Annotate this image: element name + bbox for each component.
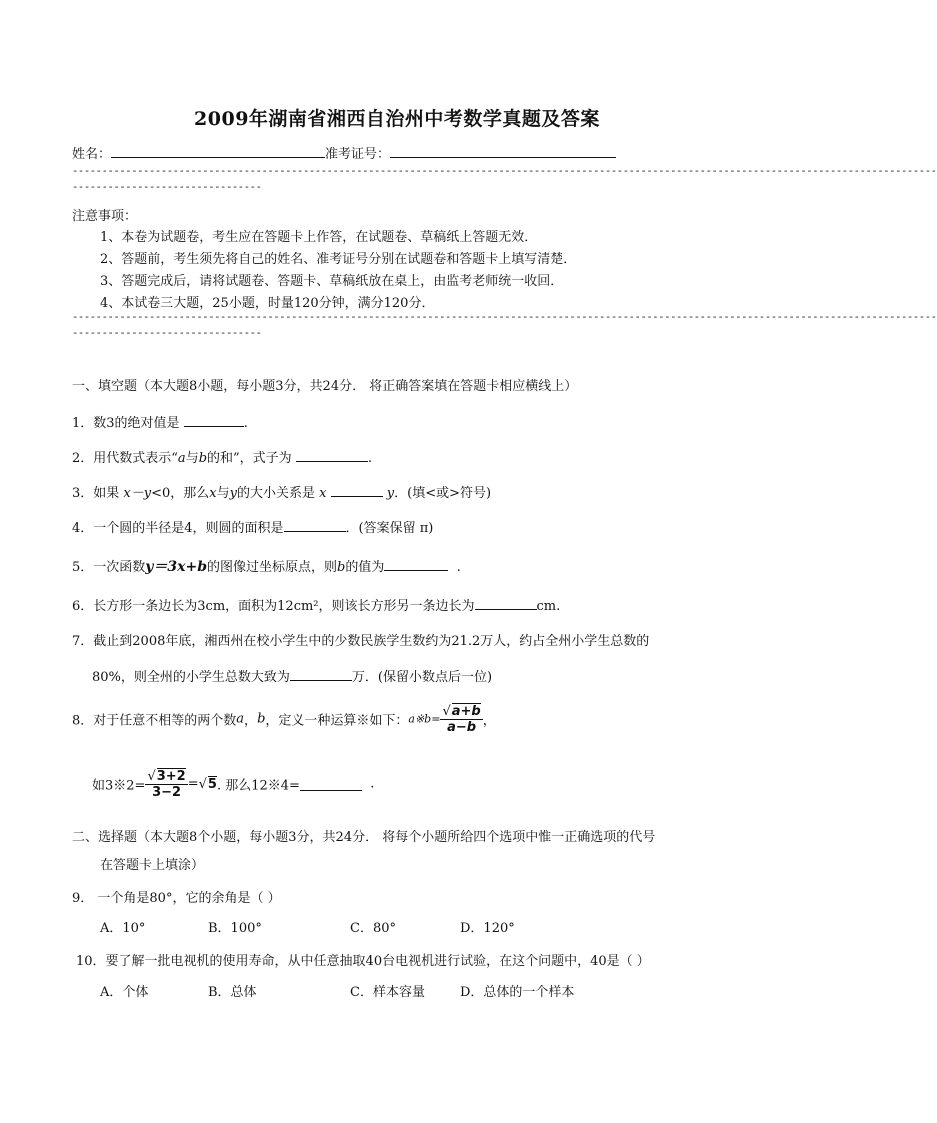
notice-item: 4、本试卷三大题，25小题，时量120分钟，满分120分． bbox=[100, 296, 435, 311]
divider-bottom-tail: -------------------------------- bbox=[72, 327, 262, 339]
question-1: 1．数3的绝对值是 . bbox=[72, 412, 248, 431]
option-a[interactable]: A．个体 bbox=[100, 985, 149, 1000]
option-c[interactable]: C．80° bbox=[350, 921, 396, 936]
notice-item: 2、答题前，考生须先将自己的姓名、准考证号分别在试题卷和答题卡上填写清楚． bbox=[100, 252, 577, 267]
question-7-line1: 7．截止到2008年底，湘西州在校小学生中的少数民族学生数约为21.2万人，约占全州小学生总数的 bbox=[72, 634, 650, 649]
document-title: 2009年湖南省湘西自治州中考数学真题及答案 bbox=[194, 108, 600, 130]
answer-blank[interactable] bbox=[296, 448, 368, 462]
definition-fraction: $\frac{√a+b}{a-b}$ bbox=[442, 704, 481, 735]
name-label: 姓名： bbox=[72, 147, 112, 162]
question-5: 5．一次函数y＝3x+b的图像过坐标原点，则b的值为 . bbox=[72, 559, 461, 575]
option-a[interactable]: A．10° bbox=[100, 921, 146, 936]
function-expression: y＝3x+b bbox=[145, 559, 208, 575]
question-4: 4．一个圆的半径是4，则圆的面积是 ．(答案保留 π) bbox=[72, 517, 433, 536]
divider-top-tail: -------------------------------- bbox=[72, 181, 262, 193]
example-fraction: $\frac{√3+2}{3-2}$ bbox=[147, 769, 186, 800]
answer-blank[interactable] bbox=[331, 483, 383, 497]
question-9: 9． 一个角是80°，它的余角是（ ） bbox=[72, 891, 281, 906]
exam-id-label: 准考证号： bbox=[325, 147, 391, 162]
answer-blank[interactable] bbox=[475, 596, 537, 610]
divider-top: -------------------------------------------------------------------------------------------------------------------------------------------------- bbox=[72, 165, 937, 177]
section1-heading: 一、填空题（本大题8小题，每小题3分，共24分． 将正确答案填在答题卡相应横线上） bbox=[72, 379, 578, 394]
header-line bbox=[72, 143, 616, 162]
option-c[interactable]: C．样本容量 bbox=[350, 985, 425, 1000]
question-7-line2: 80%，则全州的小学生总数大致为 万．(保留小数点后一位) bbox=[92, 666, 492, 685]
question-2: 2．用代数式表示“a与b的和”，式子为 . bbox=[72, 447, 372, 466]
question-8-example: 如3※2= $\frac{√3+2}{3-2}$ =√5. 那么12※4= . bbox=[92, 769, 375, 800]
question-9-options bbox=[100, 917, 515, 936]
name-blank[interactable] bbox=[111, 144, 325, 158]
answer-blank[interactable] bbox=[300, 777, 362, 791]
notice-heading: 注意事项： bbox=[72, 209, 138, 224]
question-6: 6．长方形一条边长为3cm，面积为12cm²，则该长方形另一条边长为 cm. bbox=[72, 595, 560, 614]
notice-item: 3、答题完成后，请将试题卷、答题卡、草稿纸放在桌上，由监考老师统一收回． bbox=[100, 274, 564, 289]
question-3: 3．如果 x－y<0，那么x与y的大小关系是 x y．(填<或>符号) bbox=[72, 482, 491, 501]
exam-id-blank[interactable] bbox=[390, 144, 616, 158]
answer-blank[interactable] bbox=[284, 518, 346, 532]
section2-heading-line2: 在答题卡上填涂） bbox=[100, 858, 205, 873]
answer-blank[interactable] bbox=[384, 557, 448, 571]
question-10-options bbox=[100, 981, 574, 1000]
section2-heading-line1: 二、选择题（本大题8个小题，每小题3分，共24分． 将每个小题所给四个选项中惟一正确选项的代号 bbox=[72, 830, 656, 845]
option-b[interactable]: B．总体 bbox=[208, 985, 257, 1000]
option-d[interactable]: D．总体的一个样本 bbox=[460, 985, 575, 1000]
answer-blank[interactable] bbox=[290, 667, 352, 681]
question-8: 8．对于任意不相等的两个数a，b，定义一种运算※如下：a※b= $\frac{√a+b}{a-b}$ ， bbox=[72, 704, 496, 735]
divider-bottom: -------------------------------------------------------------------------------------------------------------------------------------------------- bbox=[72, 311, 937, 323]
option-b[interactable]: B．100° bbox=[208, 921, 262, 936]
option-d[interactable]: D．120° bbox=[460, 921, 515, 936]
answer-blank[interactable] bbox=[184, 413, 244, 427]
question-10: 10．要了解一批电视机的使用寿命，从中任意抽取40台电视机进行试验，在这个问题中，40是（ ） bbox=[76, 954, 650, 969]
notice-item: 1、本卷为试题卷，考生应在答题卡上作答，在试题卷、草稿纸上答题无效． bbox=[100, 230, 538, 245]
